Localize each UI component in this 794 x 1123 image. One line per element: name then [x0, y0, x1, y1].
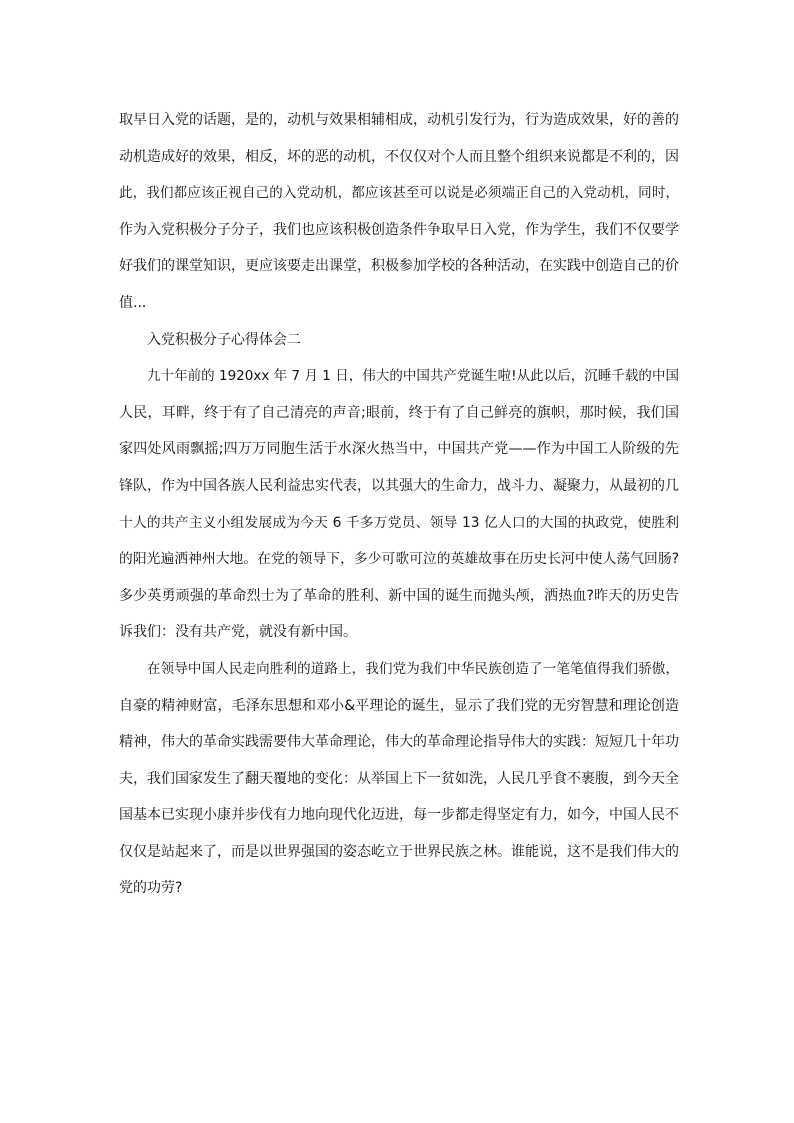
text-line: 多少英勇顽强的革命烈士为了革命的胜利、新中国的诞生而抛头颅，洒热血?昨天的历史告 [119, 587, 679, 604]
text-line: 好我们的课堂知识，更应该要走出课堂，积极参加学校的各种活动，在实践中创造自己的价 [119, 258, 679, 275]
text-line: 取早日入党的话题，是的，动机与效果相辅相成，动机引发行为，行为造成效果，好的善的 [119, 112, 679, 128]
text-line: 人民，耳畔，终于有了自己清亮的声音;眼前，终于有了自己鲜亮的旗帜，那时候，我们国 [119, 404, 679, 421]
text-line: 夫，我们国家发生了翻天覆地的变化：从举国上下一贫如洗，人民几乎食不裹腹，到今天全 [119, 770, 679, 787]
paragraph-1 [119, 102, 679, 322]
text-line: 十人的共产主义小组发展成为今天 6 千多万党员、领导 13 亿人口的大国的执政党，使胜利 [119, 514, 679, 531]
text-line: 在领导中国人民走向胜利的道路上，我们党为我们中华民族创造了一笔笔值得我们骄傲， [147, 660, 679, 677]
paragraph-2 [119, 358, 679, 651]
text-line: 值... [119, 294, 147, 311]
document-body [119, 102, 679, 907]
section-heading: 入党积极分子心得体会二 [147, 331, 301, 348]
text-line: 党的功劳? [119, 880, 183, 897]
text-line: 仅仅是站起来了，而是以世界强国的姿态屹立于世界民族之林。谁能说，这不是我们伟大的 [119, 843, 679, 860]
text-line: 作为入党积极分子分子，我们也应该积极创造条件争取早日入党，作为学生，我们不仅要学 [119, 221, 679, 238]
text-line: 精神，伟大的革命实践需要伟大革命理论，伟大的革命理论指导伟大的实践：短短几十年功 [119, 734, 679, 751]
text-line: 诉我们：没有共产党，就没有新中国。 [119, 624, 357, 641]
text-line: 的阳光遍洒神州大地。在党的领导下，多少可歌可泣的英雄故事在历史长河中使人荡气回肠? [119, 551, 679, 568]
text-line: 自豪的精神财富，毛泽东思想和邓小&平理论的诞生，显示了我们党的无穷智慧和理论创造 [119, 697, 679, 714]
text-line: 国基本已实现小康并步伐有力地向现代化迈进，每一步都走得坚定有力，如今，中国人民不 [119, 807, 679, 824]
text-line: 家四处风雨飘摇;四万万同胞生活于水深火热当中，中国共产党——作为中国工人阶级的先 [119, 441, 679, 458]
paragraph-3 [119, 651, 679, 907]
text-line: 动机造成好的效果，相反，坏的恶的动机，不仅仅对个人而且整个组织来说都是不利的，因 [119, 148, 679, 165]
text-line: 锋队，作为中国各族人民利益忠实代表，以其强大的生命力，战斗力、凝聚力，从最初的几 [119, 477, 679, 494]
text-line: 九十年前的 1920xx 年 7 月 1 日，伟大的中国共产党诞生啦!从此以后，沉睡千载的中国 [147, 368, 679, 385]
text-line: 此，我们都应该正视自己的入党动机，都应该甚至可以说是必须端正自己的入党动机，同时， [119, 185, 679, 202]
